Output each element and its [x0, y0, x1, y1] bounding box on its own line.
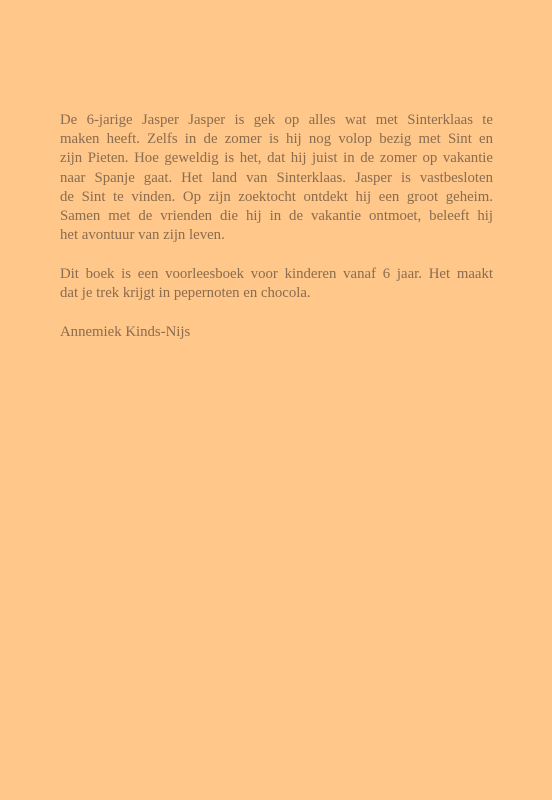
blurb-line: de Sint te vinden. Op zijn zoektocht ontdekt hij een groot geheim.: [60, 188, 493, 205]
blurb-line: naar Spanje gaat. Het land van Sinterklaas. Jasper is vastbesloten: [60, 169, 493, 186]
blurb-line: zijn Pieten. Hoe geweldig is het, dat hij juist in de zomer op vakantie: [60, 150, 493, 167]
back-cover-text: [60, 111, 493, 342]
blurb-paragraph: [60, 111, 493, 245]
blurb-line: maken heeft. Zelfs in de zomer is hij nog volop bezig met Sint en: [60, 131, 493, 148]
blurb-line: De 6-jarige Jasper Jasper is gek op alles wat met Sinterklaas te: [60, 112, 493, 128]
note-line: Dit boek is een voorleesboek voor kinderen vanaf 6 jaar. Het maakt: [60, 265, 493, 282]
blurb-line: het avontuur van zijn leven.: [60, 227, 225, 244]
author-name: Annemiek Kinds-Nijs: [60, 323, 191, 340]
blurb-line: Samen met de vrienden die hij in de vakantie ontmoet, beleeft hij: [60, 208, 493, 225]
note-line: dat je trek krijgt in pepernoten en chocola.: [60, 285, 311, 302]
reading-age-note: [60, 265, 493, 303]
